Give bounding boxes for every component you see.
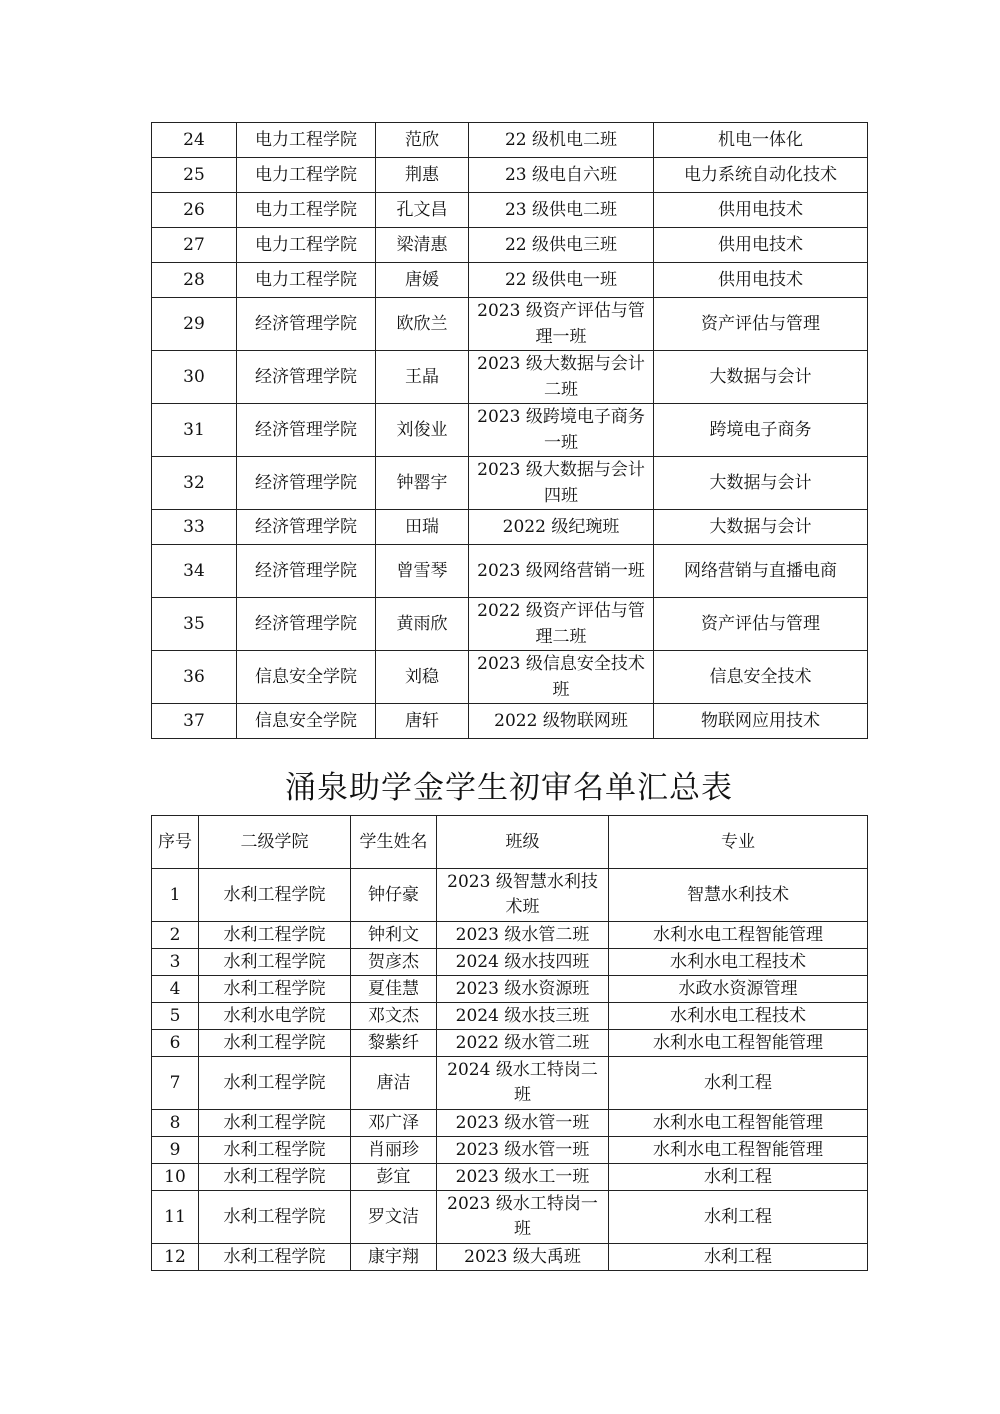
header-name: 学生姓名 <box>351 816 437 869</box>
cell-name: 孔文昌 <box>376 193 469 228</box>
cell-class: 2022 级物联网班 <box>469 704 654 739</box>
table-row <box>152 976 868 1003</box>
table-row <box>152 1244 868 1271</box>
cell-college: 经济管理学院 <box>237 298 376 351</box>
cell-major: 网络营销与直播电商 <box>654 545 868 598</box>
cell-major: 水利工程 <box>609 1191 868 1244</box>
cell-name: 黎紫纤 <box>351 1030 437 1057</box>
cell-college: 电力工程学院 <box>237 123 376 158</box>
cell-major: 资产评估与管理 <box>654 598 868 651</box>
table-row <box>152 1137 868 1164</box>
table-row <box>152 158 868 193</box>
cell-name: 彭宜 <box>351 1164 437 1191</box>
cell-no: 33 <box>152 510 237 545</box>
cell-college: 信息安全学院 <box>237 704 376 739</box>
cell-no: 24 <box>152 123 237 158</box>
cell-no: 35 <box>152 598 237 651</box>
cell-college: 经济管理学院 <box>237 351 376 404</box>
cell-major: 跨境电子商务 <box>654 404 868 457</box>
cell-class: 2023 级水工特岗一班 <box>437 1191 609 1244</box>
cell-class: 22 级供电一班 <box>469 263 654 298</box>
cell-name: 刘俊业 <box>376 404 469 457</box>
cell-college: 水利工程学院 <box>199 949 351 976</box>
cell-name: 范欣 <box>376 123 469 158</box>
cell-name: 曾雪琴 <box>376 545 469 598</box>
cell-major: 信息安全技术 <box>654 651 868 704</box>
cell-class: 2022 级水管二班 <box>437 1030 609 1057</box>
cell-name: 唐轩 <box>376 704 469 739</box>
cell-name: 黄雨欣 <box>376 598 469 651</box>
cell-major: 资产评估与管理 <box>654 298 868 351</box>
cell-no: 8 <box>152 1110 199 1137</box>
cell-major: 水利水电工程技术 <box>609 949 868 976</box>
table-row <box>152 123 868 158</box>
cell-name: 罗文洁 <box>351 1191 437 1244</box>
table-row <box>152 457 868 510</box>
table-row <box>152 1030 868 1057</box>
table-row <box>152 351 868 404</box>
cell-major: 水利工程 <box>609 1244 868 1271</box>
cell-major: 水利工程 <box>609 1164 868 1191</box>
cell-no: 26 <box>152 193 237 228</box>
cell-college: 水利水电学院 <box>199 1003 351 1030</box>
cell-college: 水利工程学院 <box>199 1137 351 1164</box>
cell-name: 唐洁 <box>351 1057 437 1110</box>
cell-major: 水利水电工程智能管理 <box>609 1030 868 1057</box>
cell-major: 大数据与会计 <box>654 457 868 510</box>
header-major: 专业 <box>609 816 868 869</box>
cell-name: 贺彦杰 <box>351 949 437 976</box>
cell-major: 大数据与会计 <box>654 510 868 545</box>
cell-college: 信息安全学院 <box>237 651 376 704</box>
table-row <box>152 545 868 598</box>
cell-college: 经济管理学院 <box>237 457 376 510</box>
cell-class: 2024 级水技三班 <box>437 1003 609 1030</box>
cell-no: 31 <box>152 404 237 457</box>
cell-no: 27 <box>152 228 237 263</box>
roster-summary-table <box>151 815 868 1271</box>
cell-college: 水利工程学院 <box>199 1164 351 1191</box>
cell-class: 2023 级网络营销一班 <box>469 545 654 598</box>
table-row <box>152 1110 868 1137</box>
cell-no: 25 <box>152 158 237 193</box>
cell-major: 供用电技术 <box>654 193 868 228</box>
cell-college: 经济管理学院 <box>237 510 376 545</box>
table-row <box>152 869 868 922</box>
cell-major: 水利水电工程智能管理 <box>609 1137 868 1164</box>
table-row <box>152 651 868 704</box>
cell-college: 水利工程学院 <box>199 1191 351 1244</box>
cell-class: 2023 级水管二班 <box>437 922 609 949</box>
roster-table-continued <box>151 122 868 739</box>
header-class: 班级 <box>437 816 609 869</box>
cell-class: 2023 级水管一班 <box>437 1110 609 1137</box>
cell-class: 2024 级水工特岗二班 <box>437 1057 609 1110</box>
cell-class: 2023 级资产评估与管理一班 <box>469 298 654 351</box>
cell-college: 电力工程学院 <box>237 193 376 228</box>
page-title: 涌泉助学金学生初审名单汇总表 <box>285 770 733 806</box>
cell-major: 供用电技术 <box>654 263 868 298</box>
cell-major: 机电一体化 <box>654 123 868 158</box>
cell-college: 水利工程学院 <box>199 976 351 1003</box>
cell-class: 2022 级资产评估与管理二班 <box>469 598 654 651</box>
cell-class: 2024 级水技四班 <box>437 949 609 976</box>
cell-college: 水利工程学院 <box>199 922 351 949</box>
table-row <box>152 510 868 545</box>
table-row <box>152 949 868 976</box>
cell-name: 夏佳慧 <box>351 976 437 1003</box>
cell-no: 34 <box>152 545 237 598</box>
cell-no: 29 <box>152 298 237 351</box>
cell-name: 王晶 <box>376 351 469 404</box>
cell-major: 供用电技术 <box>654 228 868 263</box>
cell-major: 水利水电工程智能管理 <box>609 1110 868 1137</box>
cell-college: 水利工程学院 <box>199 1030 351 1057</box>
cell-class: 2023 级大禹班 <box>437 1244 609 1271</box>
table-row <box>152 193 868 228</box>
cell-class: 23 级供电二班 <box>469 193 654 228</box>
cell-no: 12 <box>152 1244 199 1271</box>
table-row <box>152 1003 868 1030</box>
cell-class: 2022 级纪琬班 <box>469 510 654 545</box>
cell-no: 2 <box>152 922 199 949</box>
cell-college: 水利工程学院 <box>199 869 351 922</box>
header-college: 二级学院 <box>199 816 351 869</box>
cell-no: 10 <box>152 1164 199 1191</box>
table-row <box>152 298 868 351</box>
cell-name: 钟仔豪 <box>351 869 437 922</box>
cell-no: 1 <box>152 869 199 922</box>
cell-college: 电力工程学院 <box>237 158 376 193</box>
cell-no: 3 <box>152 949 199 976</box>
cell-college: 水利工程学院 <box>199 1244 351 1271</box>
cell-no: 28 <box>152 263 237 298</box>
cell-class: 2023 级信息安全技术班 <box>469 651 654 704</box>
cell-class: 2023 级智慧水利技术班 <box>437 869 609 922</box>
cell-college: 电力工程学院 <box>237 263 376 298</box>
cell-name: 邓广泽 <box>351 1110 437 1137</box>
cell-college: 水利工程学院 <box>199 1110 351 1137</box>
cell-no: 30 <box>152 351 237 404</box>
cell-class: 2023 级跨境电子商务一班 <box>469 404 654 457</box>
cell-no: 7 <box>152 1057 199 1110</box>
cell-no: 36 <box>152 651 237 704</box>
table-row <box>152 228 868 263</box>
cell-college: 经济管理学院 <box>237 545 376 598</box>
cell-name: 康宇翔 <box>351 1244 437 1271</box>
cell-college: 经济管理学院 <box>237 404 376 457</box>
cell-college: 电力工程学院 <box>237 228 376 263</box>
cell-name: 欧欣兰 <box>376 298 469 351</box>
cell-name: 钟利文 <box>351 922 437 949</box>
cell-class: 2023 级水工一班 <box>437 1164 609 1191</box>
table-row <box>152 263 868 298</box>
cell-no: 32 <box>152 457 237 510</box>
cell-major: 水政水资源管理 <box>609 976 868 1003</box>
cell-class: 2023 级大数据与会计二班 <box>469 351 654 404</box>
cell-name: 梁清惠 <box>376 228 469 263</box>
table-row <box>152 1164 868 1191</box>
cell-no: 9 <box>152 1137 199 1164</box>
cell-class: 2023 级大数据与会计四班 <box>469 457 654 510</box>
cell-no: 37 <box>152 704 237 739</box>
cell-major: 水利水电工程智能管理 <box>609 922 868 949</box>
table-row <box>152 598 868 651</box>
cell-name: 刘稳 <box>376 651 469 704</box>
cell-name: 钟罂宇 <box>376 457 469 510</box>
cell-major: 大数据与会计 <box>654 351 868 404</box>
cell-major: 智慧水利技术 <box>609 869 868 922</box>
header-no: 序号 <box>152 816 199 869</box>
cell-name: 荆惠 <box>376 158 469 193</box>
table-row <box>152 1057 868 1110</box>
cell-no: 11 <box>152 1191 199 1244</box>
table-row <box>152 922 868 949</box>
cell-college: 水利工程学院 <box>199 1057 351 1110</box>
cell-class: 2023 级水管一班 <box>437 1137 609 1164</box>
cell-college: 经济管理学院 <box>237 598 376 651</box>
cell-class: 23 级电自六班 <box>469 158 654 193</box>
cell-name: 肖丽珍 <box>351 1137 437 1164</box>
cell-no: 6 <box>152 1030 199 1057</box>
cell-major: 水利水电工程技术 <box>609 1003 868 1030</box>
cell-no: 4 <box>152 976 199 1003</box>
cell-name: 唐媛 <box>376 263 469 298</box>
cell-major: 电力系统自动化技术 <box>654 158 868 193</box>
cell-name: 田瑞 <box>376 510 469 545</box>
cell-major: 水利工程 <box>609 1057 868 1110</box>
table-row <box>152 1191 868 1244</box>
cell-name: 邓文杰 <box>351 1003 437 1030</box>
cell-class: 22 级机电二班 <box>469 123 654 158</box>
cell-class: 2023 级水资源班 <box>437 976 609 1003</box>
cell-major: 物联网应用技术 <box>654 704 868 739</box>
cell-class: 22 级供电三班 <box>469 228 654 263</box>
table-row <box>152 704 868 739</box>
cell-no: 5 <box>152 1003 199 1030</box>
table-row <box>152 404 868 457</box>
table-header-row <box>152 816 868 869</box>
